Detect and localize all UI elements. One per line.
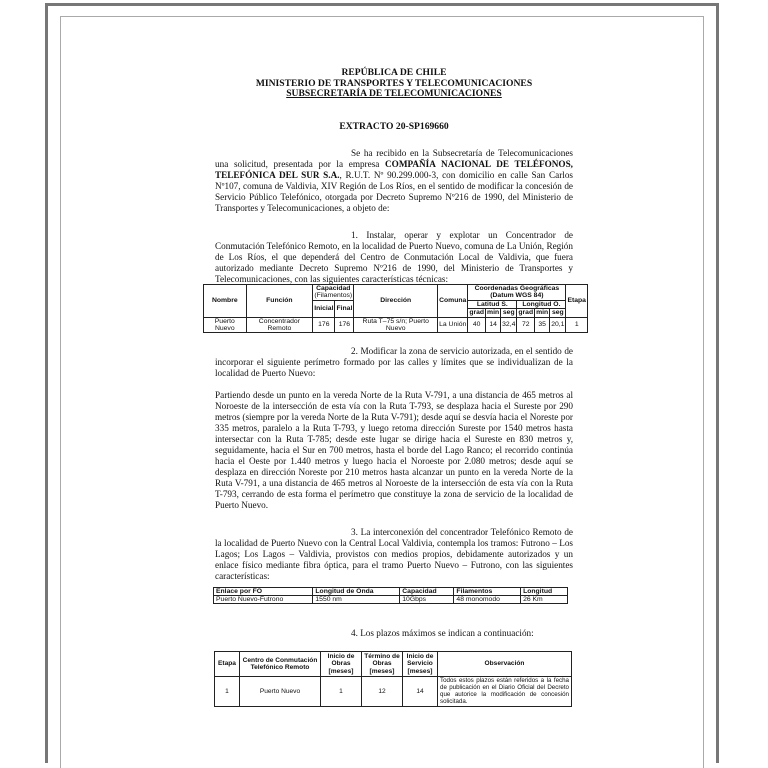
cell-etapa: 1 [566,317,588,333]
th-funcion: Función [246,285,313,318]
th-comuna: Comuna [438,285,468,318]
cell-etapa-plazo: 1 [215,677,240,707]
document-header [215,68,573,100]
th-longitud: Longitud O. [517,300,566,308]
cell-lat-seg: 32,4 [501,317,517,333]
th-inicio-obras: Inicio de Obras [meses] [321,652,362,677]
th-final: Final [335,300,354,317]
cell-observacion: Todos estos plazos están referidos a la fecha de publicación en el Diario Oficial del Decreto que autorice la modificación de concesión solicitada. [438,677,572,707]
item-2-paragraph: 2. Modificar la zona de servicio autorizada, en el sentido de incorporar el siguiente perímetro formado por las calles y límites que se individualizan de la localidad de Puerto Nuevo: [215,346,573,378]
th-lon-seg: seg [550,309,566,317]
fiber-link-table [213,587,568,604]
th-lat-min: min [487,309,500,317]
th-direccion: Dirección [354,285,438,318]
header-line-1: REPÚBLICA DE CHILE [341,67,447,78]
th-centro: Centro de Conmutación Telefónico Remoto [240,652,321,677]
schedule-table [214,651,572,707]
th-nombre: Nombre [204,285,247,318]
th-coordenadas: Coordenadas Geográficas (Datum WGS 84) [468,285,566,301]
th-latitud: Latitud S. [468,300,517,308]
th-termino-obras: Término de Obras [meses] [362,652,403,677]
th-capacidad-fo: Capacidad [400,588,454,596]
cell-lon-grad: 72 [517,317,535,333]
th-etapa: Etapa [566,285,588,318]
cell-nombre: Puerto Nuevo [204,317,247,333]
cell-inicial: 176 [313,317,335,333]
th-lat-seg: seg [501,309,517,317]
cell-longitud: 26 Km [521,596,568,604]
intro-paragraph: Se ha recibido en la Subsecretaría de Telecomunicaciones una solicitud, presentada por la empresa COMPAÑÍA NACIONAL DE TELÉFONOS, TELEFÓNICA DEL SUR S.A., R.U.T. Nº 90.299.000-3, con domicilio en calle San Carlos Nº107, comuna de Valdivia, XIV Región de Los Ríos, en el sentido de modificar la concesión de Servicio Público Telefónico, otorgada por Decreto Supremo Nº216 de 1990, del Ministerio de Transportes y Telecomunicaciones, a objeto de: [215,147,573,213]
cell-funcion: Concentrador Remoto [246,317,313,333]
document-body-2 [215,346,573,582]
document-body-3 [215,628,573,639]
cell-lat-min: 14 [486,317,501,333]
header-line-3: SUBSECRETARÍA DE TELECOMUNICACIONES [286,88,502,99]
cell-longitud-onda: 1550 nm [313,596,400,604]
table-row [215,677,572,707]
cell-lon-seg: 20,1 [550,317,566,333]
cell-enlace: Puerto Nuevo-Futrono [214,596,313,604]
cell-inicio-servicio: 14 [403,677,438,707]
th-lon-min: min [536,309,549,317]
th-observacion: Observación [438,652,572,677]
th-inicio-servicio: Inicio de Servicio [meses] [403,652,438,677]
cell-lon-min: 35 [535,317,550,333]
cell-centro: Puerto Nuevo [240,677,321,707]
th-capacidad: Capacidad (Filamentos) [314,285,353,300]
th-filamentos-fo: Filamentos [454,588,521,596]
th-enlace: Enlace por FO [214,588,313,596]
cell-final: 176 [335,317,354,333]
cell-filamentos-fo: 48 monomodo [454,596,521,604]
table-row [214,596,568,604]
cell-inicio-obras: 1 [321,677,362,707]
concentrator-table [203,284,588,333]
th-lon-grad: grad [518,309,534,317]
table-row [204,317,588,333]
item-4-paragraph: 4. Los plazos máximos se indican a continuación: [351,628,534,638]
cell-termino-obras: 12 [362,677,403,707]
th-longitud: Longitud [521,588,568,596]
cell-direccion: Ruta T–75 s/n; Puerto Nuevo [354,317,438,333]
th-etapa-plazo: Etapa [215,652,240,677]
th-lat-grad: grad [469,309,485,317]
th-inicial: Inicial [313,300,335,317]
item-1-paragraph: 1. Instalar, operar y explotar un Concentrador de Conmutación Telefónico Remoto, en la localidad de Puerto Nuevo, comuna de La Unión, Región de Los Ríos, el que dependerá del Centro de Conmutación Local de Valdivia, que fuera autorizado mediante Decreto Supremo Nº216 de 1990, del Ministerio de Transportes y Telecomunicaciones, con las siguientes características técnicas: [215,229,573,284]
cell-lat-grad: 40 [468,317,486,333]
perimeter-paragraph: Partiendo desde un punto en la vereda Norte de la Ruta V-791, a una distancia de 465 metros al Noroeste de la intersección de esta vía con la Ruta T-793, se desplaza hacia el Sureste por 290 metros (siempre por la vereda Norte de la Ruta V-791); desde aquí se desvía hacia el Noreste por 335 metros, paralelo a la Ruta T-793, y luego retoma dirección Sureste por 1540 metros hasta intersectar con la Ruta T-785; desde este lugar se dirige hacia el Sureste en 830 metros y, seguidamente, hacia el Sur en 700 metros, hasta el borde del Lago Ranco; el recorrido continúa hacia el Oeste por 1.440 metros y luego hacia el Noroeste por 2.080 metros; desde aquí se desplaza en dirección Noreste por 210 metros hasta alcanzar un punto en la vereda Norte de la Ruta V-791, a una distancia de 465 metros al Noroeste de la intersección de esta vía con la Ruta T-793, cerrando de esta forma el perímetro que constituye la zona de servicio de la localidad de Puerto Nuevo. [215,390,573,510]
th-longitud-onda: Longitud de Onda [313,588,400,596]
cell-comuna: La Unión [438,317,468,333]
cell-capacidad-fo: 10Gbps [400,596,454,604]
company-name: COMPAÑÍA NACIONAL DE TELÉFONOS, TELEFÓNICA DEL SUR S.A. [215,158,573,180]
document-body [215,68,573,285]
item-3-paragraph: 3. La interconexión del concentrador Telefónico Remoto de la localidad de Puerto Nuevo con la Central Local Valdivia, contempla los tramos: Futrono – Los Lagos; Los Lagos – Valdivia, provistos con medios propios, debidamente autorizados y un enlace físico mediante fibra óptica, para el tramo Puerto Nuevo – Futrono, con las siguientes características: [215,527,573,581]
header-line-2: MINISTERIO DE TRANSPORTES Y TELECOMUNICACIONES [255,77,533,89]
document-title: EXTRACTO 20-SP169660 [339,120,449,132]
